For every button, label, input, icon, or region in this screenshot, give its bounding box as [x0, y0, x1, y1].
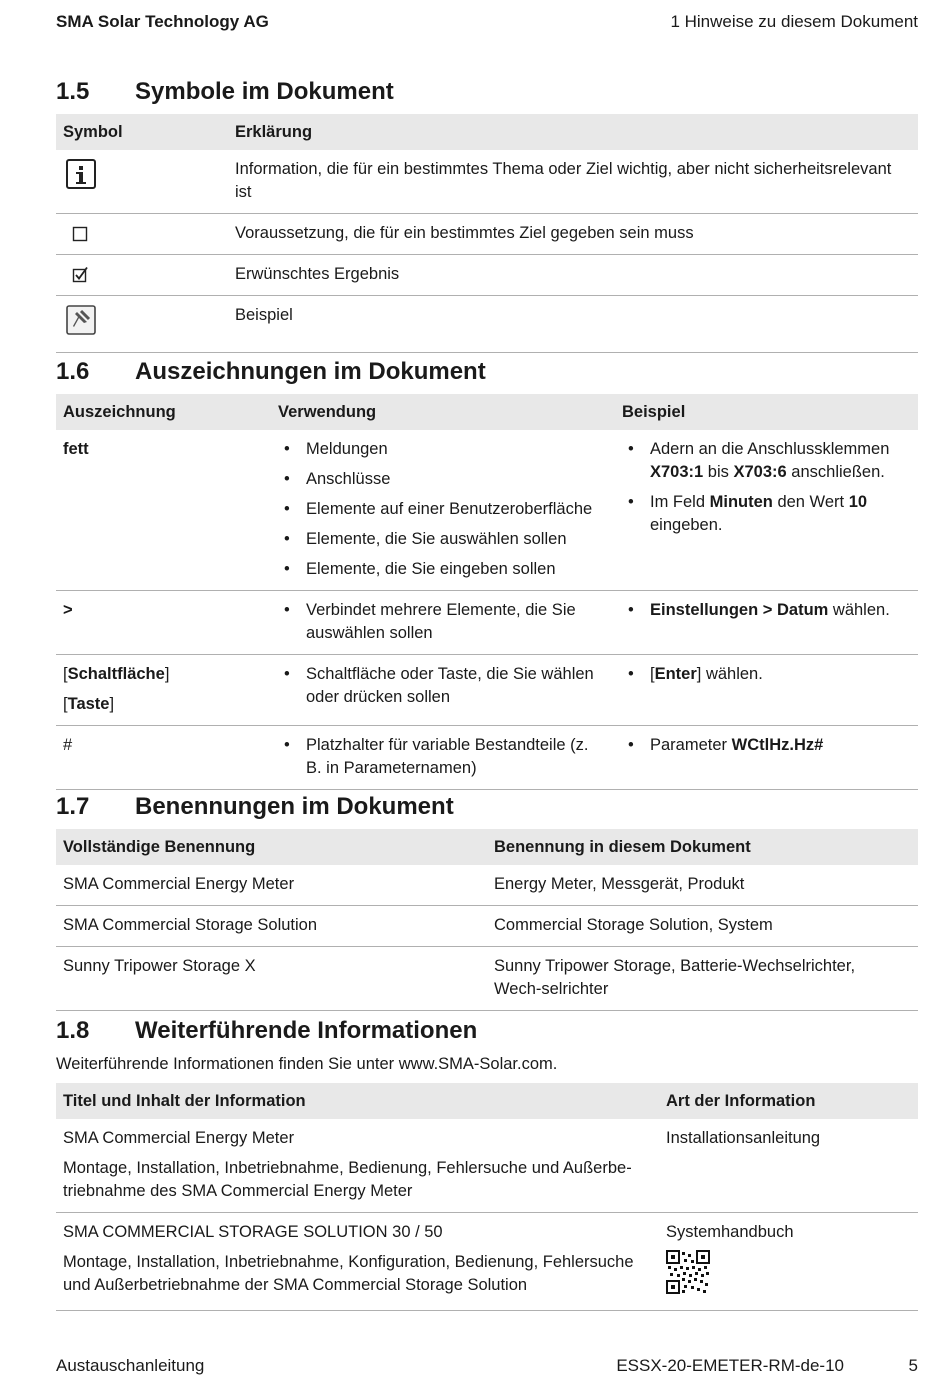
list-item: • Einstellungen > Datum wählen.: [622, 599, 911, 622]
col-header-example: Beispiel: [615, 394, 918, 430]
pin-icon: [65, 304, 97, 336]
example-list: [622, 438, 911, 537]
markup-name: fett: [56, 430, 271, 591]
table-row: [56, 430, 918, 591]
markup-table: [56, 394, 918, 790]
section-heading-1-5: 1.5 Symbole im Dokument: [56, 78, 394, 105]
info-icon: [65, 158, 97, 190]
further-info-table: [56, 1083, 918, 1311]
section-heading-1-6: 1.6 Auszeichnungen im Dokument: [56, 358, 486, 385]
symbol-explanation: Erwünschtes Ergebnis: [228, 255, 918, 296]
symbol-explanation: Beispiel: [228, 296, 918, 353]
col-header-symbol: Symbol: [56, 114, 228, 150]
table-row: [56, 726, 918, 790]
table-header-row: [56, 114, 918, 150]
table-header-row: [56, 1083, 918, 1119]
markup-name: [Schaltfläche] [Taste]: [56, 655, 271, 726]
checkbox-empty-icon: [72, 226, 88, 242]
qr-code-icon: [666, 1250, 710, 1294]
symbols-table: [56, 114, 918, 353]
page-header: [56, 12, 918, 36]
naming-table: [56, 829, 918, 1011]
doc-description: Montage, Installation, Inbetriebnahme, Bedienung, Fehlersuche und Außerbe-triebnahme des SMA Commercial Energy Meter: [63, 1159, 632, 1200]
doc-type: Installationsanleitung: [659, 1119, 918, 1213]
list-item: • Adern an die Anschlussklemmen X703:1 bis X703:6 anschließen.: [622, 438, 911, 484]
header-chapter: 1 Hinweise zu diesem Dokument: [670, 12, 918, 31]
doc-title: SMA Commercial Energy Meter: [63, 1129, 295, 1147]
table-row: Sunny Tripower Storage X Sunny Tripower Storage, Batterie-Wechselrichter, Wech-selrichter: [56, 947, 918, 1011]
list-item: • Elemente, die Sie auswählen sollen: [278, 528, 608, 551]
doc-type: Systemhandbuch: [666, 1223, 794, 1241]
table-row: SMA Commercial Storage Solution Commercial Storage Solution, System: [56, 906, 918, 947]
section-heading-1-8: 1.8 Weiterführende Informationen: [56, 1017, 478, 1044]
usage-list: [278, 438, 608, 581]
footer-doc-id: ESSX-20-EMETER-RM-de-10: [616, 1356, 844, 1375]
list-item: • Meldungen: [278, 438, 608, 461]
col-header-explanation: Erklärung: [228, 114, 918, 150]
symbol-explanation: Information, die für ein bestimmtes Thema oder Ziel wichtig, aber nicht sicherheitsrelevant ist: [228, 150, 918, 214]
col-header-markup: Auszeichnung: [56, 394, 271, 430]
list-item: • Elemente auf einer Benutzeroberfläche: [278, 498, 608, 521]
footer-doc-type: Austauschanleitung: [56, 1356, 205, 1375]
doc-title: SMA COMMERCIAL STORAGE SOLUTION 30 / 50: [63, 1223, 443, 1241]
table-row: [56, 655, 918, 726]
doc-description: Montage, Installation, Inbetriebnahme, Konfiguration, Bedienung, Fehlersuche und Außerbetriebnahme der SMA Commercial Storage Solution: [63, 1253, 634, 1294]
section-intro: Weiterführende Informationen finden Sie unter www.SMA-Solar.com.: [56, 1055, 558, 1073]
list-item: • Anschlüsse: [278, 468, 608, 491]
header-company: SMA Solar Technology AG: [56, 12, 269, 31]
col-header-doc-name: Benennung in diesem Dokument: [487, 829, 918, 865]
list-item: • Parameter WCtlHz.Hz#: [622, 734, 911, 757]
list-item: • Im Feld Minuten den Wert 10 eingeben.: [622, 491, 911, 537]
table-row: SMA Commercial Energy Meter Energy Meter, Messgerät, Produkt: [56, 865, 918, 906]
section-heading-1-7: 1.7 Benennungen im Dokument: [56, 793, 454, 820]
footer-page-number: 5: [908, 1356, 918, 1375]
list-item: • Schaltfläche oder Taste, die Sie wählen oder drücken sollen: [278, 663, 608, 709]
table-row: [56, 591, 918, 655]
col-header-full-name: Vollständige Benennung: [56, 829, 487, 865]
symbol-explanation: Voraussetzung, die für ein bestimmtes Ziel gegeben sein muss: [228, 214, 918, 255]
table-header-row: [56, 829, 918, 865]
table-row: [56, 1213, 918, 1311]
table-row: [56, 296, 918, 353]
table-row: [56, 255, 918, 296]
col-header-type: Art der Information: [659, 1083, 918, 1119]
list-item: • Elemente, die Sie eingeben sollen: [278, 558, 608, 581]
col-header-title: Titel und Inhalt der Information: [56, 1083, 659, 1119]
markup-name: >: [56, 591, 271, 655]
table-row: [56, 214, 918, 255]
checkbox-checked-icon: [72, 266, 90, 284]
col-header-usage: Verwendung: [271, 394, 615, 430]
list-item: • Platzhalter für variable Bestandteile (z. B. in Parameternamen): [278, 734, 608, 780]
table-header-row: [56, 394, 918, 430]
table-row: [56, 150, 918, 214]
list-item: • Verbindet mehrere Elemente, die Sie auswählen sollen: [278, 599, 608, 645]
table-row: [56, 1119, 918, 1213]
markup-name: #: [56, 726, 271, 790]
list-item: • [Enter] wählen.: [622, 663, 911, 686]
